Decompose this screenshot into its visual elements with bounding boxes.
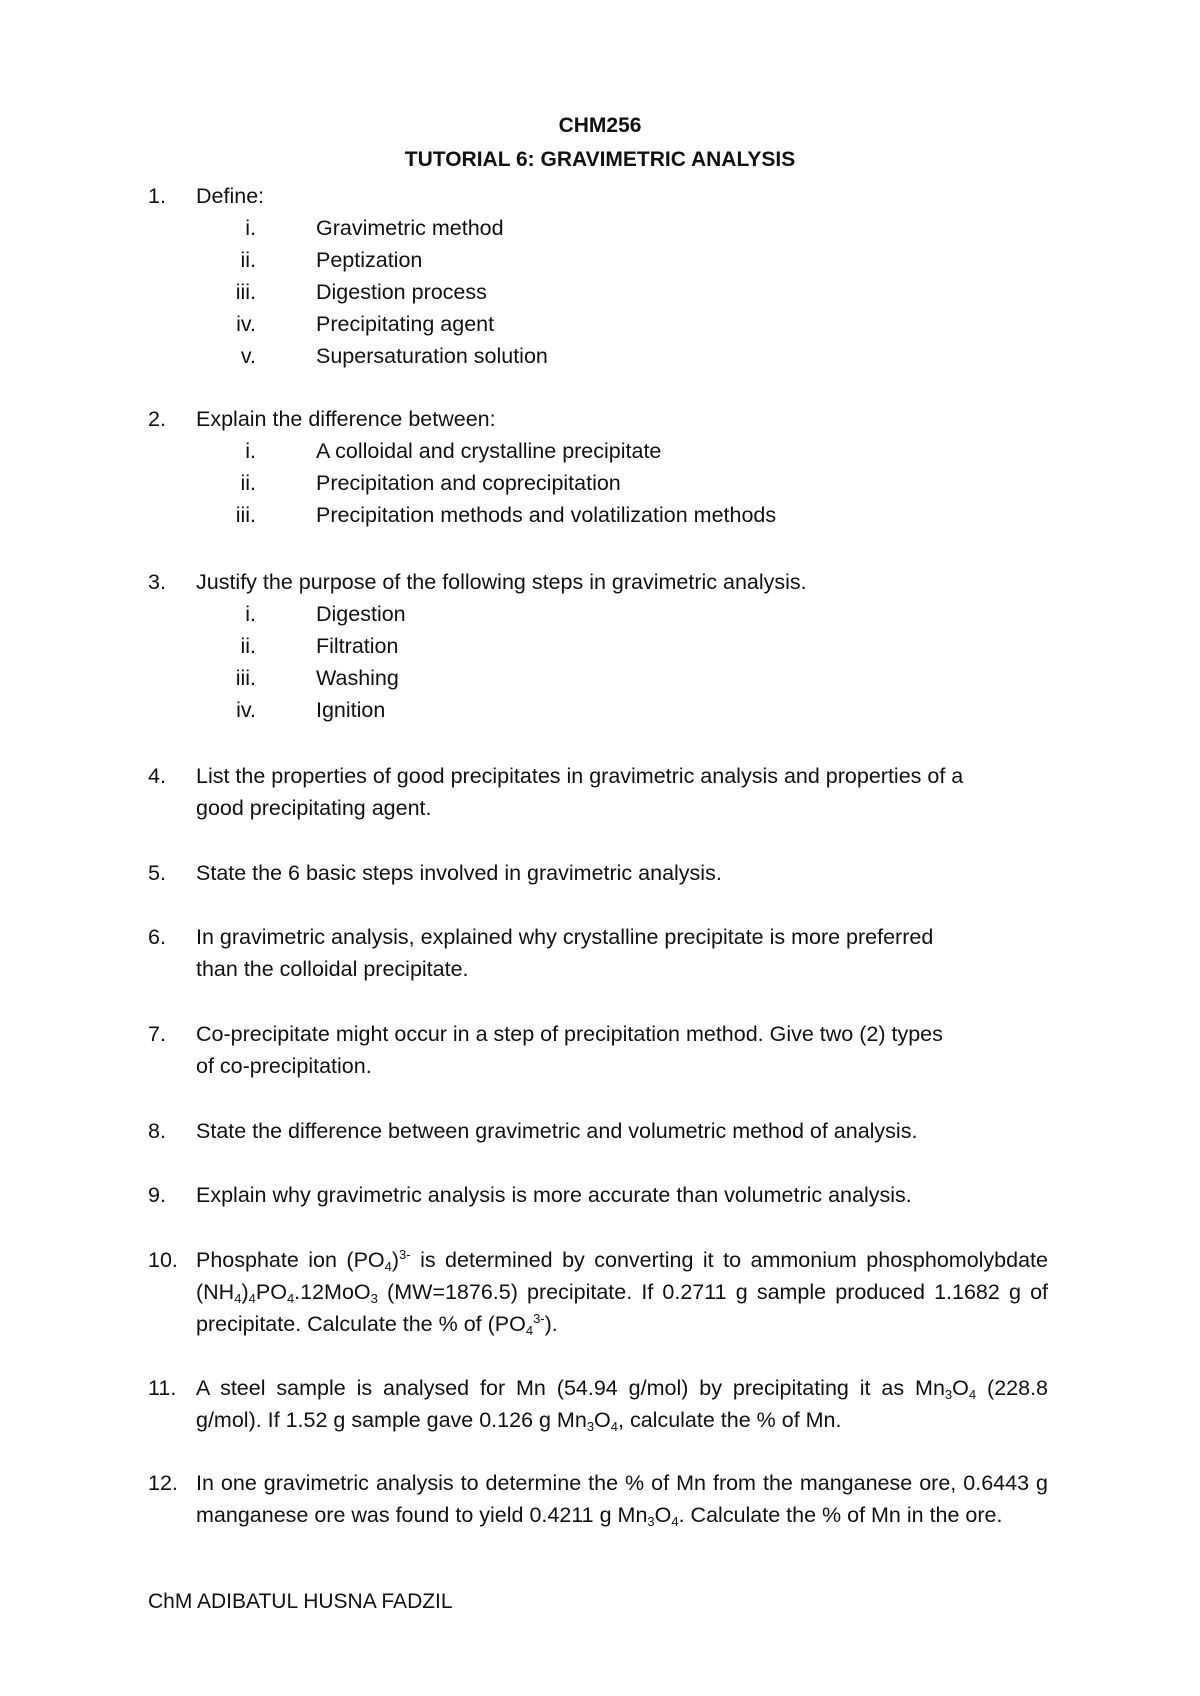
question-3 — [148, 566, 1048, 726]
item-numeral: iii. — [235, 503, 256, 527]
item-text: Precipitation methods and volatilization methods — [316, 503, 777, 527]
list-item — [196, 212, 1048, 244]
question-2 — [148, 403, 1048, 531]
question-number: 1. — [148, 184, 166, 208]
question-text: Justify the purpose of the following steps in gravimetric analysis. — [196, 570, 807, 594]
question-number: 7. — [148, 1022, 166, 1046]
item-numeral: i. — [245, 439, 256, 463]
item-numeral: ii. — [240, 471, 256, 495]
item-text: Digestion process — [316, 280, 487, 304]
question-text: State the difference between gravimetric and volumetric method of analysis. — [196, 1119, 918, 1143]
item-numeral: ii. — [240, 634, 256, 658]
question-number: 6. — [148, 925, 166, 949]
list-item — [196, 308, 1048, 340]
question-10 — [148, 1244, 1048, 1340]
question-text: Define: — [196, 184, 265, 208]
question-11 — [148, 1372, 1048, 1436]
question-text: State the 6 basic steps involved in gravimetric analysis. — [196, 861, 722, 885]
question-text: In one gravimetric analysis to determine the % of Mn from the manganese ore, 0.6443 g manganese ore was found to yield 0.4211 g $Mn_3O_4$. Calculate the % of Mn in the ore. — [196, 1471, 1048, 1529]
question-text-line: of co-precipitation. — [196, 1054, 372, 1078]
question-8 — [148, 1115, 1048, 1147]
question-text: Explain the difference between: — [196, 407, 496, 431]
item-text: Ignition — [316, 698, 386, 722]
item-numeral: iii. — [235, 666, 256, 690]
question-12 — [148, 1467, 1048, 1531]
question-1 — [148, 180, 1048, 372]
question-7 — [148, 1018, 1048, 1082]
question-number: 9. — [148, 1183, 166, 1207]
question-text-line: good precipitating agent. — [196, 796, 432, 820]
item-numeral: iii. — [235, 280, 256, 304]
question-text-line: Co-precipitate might occur in a step of precipitation method. Give two (2) types — [196, 1022, 943, 1046]
list-item — [196, 499, 1048, 531]
question-number: 8. — [148, 1119, 166, 1143]
question-text: Phosphate ion $(PO_4)^{3-}$ is determined by converting it to ammonium phosphomolybdate $(NH_4)_4PO_4.12MoO_3$ (MW=1876.5) precipitate. If 0.2711 g sample produced 1.1682 g of precipitate. Calculate the % of $(PO_4^{3-})$. — [196, 1247, 1048, 1338]
list-item — [196, 662, 1048, 694]
list-item — [196, 467, 1048, 499]
item-numeral: i. — [245, 602, 256, 626]
list-item — [196, 244, 1048, 276]
question-number: 4. — [148, 764, 166, 788]
item-numeral: i. — [245, 216, 256, 240]
item-text: Precipitating agent — [316, 312, 495, 336]
question-5 — [148, 857, 1048, 889]
item-text: Washing — [316, 666, 399, 690]
question-text: Explain why gravimetric analysis is more accurate than volumetric analysis. — [196, 1183, 912, 1207]
item-text: A colloidal and crystalline precipitate — [316, 439, 662, 463]
item-text: Filtration — [316, 634, 399, 658]
item-text: Supersaturation solution — [316, 344, 548, 368]
question-4 — [148, 760, 1048, 824]
list-item — [196, 694, 1048, 726]
list-item — [196, 435, 1048, 467]
tutorial-title: TUTORIAL 6: GRAVIMETRIC ANALYSIS — [404, 148, 796, 171]
question-number: 11. — [148, 1376, 177, 1400]
question-6 — [148, 921, 1048, 985]
question-text-line: than the colloidal precipitate. — [196, 957, 469, 981]
question-number: 2. — [148, 407, 166, 431]
footer-author: ChM ADIBATUL HUSNA FADZIL — [148, 1590, 453, 1613]
question-text: A steel sample is analysed for Mn (54.94 g/mol) by precipitating it as $Mn_3O_4$ (228.8 g/mol). If 1.52 g sample gave 0.126 g $Mn_3O_4$, calculate the % of Mn. — [196, 1376, 1048, 1434]
question-number: 10. — [148, 1248, 178, 1272]
question-number: 3. — [148, 570, 166, 594]
item-text: Gravimetric method — [316, 216, 504, 240]
question-number: 12. — [148, 1471, 178, 1495]
question-9 — [148, 1179, 1048, 1211]
list-item — [196, 276, 1048, 308]
list-item — [196, 598, 1048, 630]
question-text-line: In gravimetric analysis, explained why crystalline precipitate is more preferred — [196, 925, 934, 949]
question-number: 5. — [148, 861, 166, 885]
course-code: CHM256 — [558, 114, 642, 137]
item-numeral: v. — [240, 344, 256, 368]
item-text: Peptization — [316, 248, 423, 272]
item-numeral: iv. — [236, 312, 256, 336]
list-item — [196, 340, 1048, 372]
item-text: Digestion — [316, 602, 406, 626]
item-text: Precipitation and coprecipitation — [316, 471, 621, 495]
item-numeral: iv. — [236, 698, 256, 722]
list-item — [196, 630, 1048, 662]
question-text-line: List the properties of good precipitates in gravimetric analysis and properties of a — [196, 764, 964, 788]
item-numeral: ii. — [240, 248, 256, 272]
